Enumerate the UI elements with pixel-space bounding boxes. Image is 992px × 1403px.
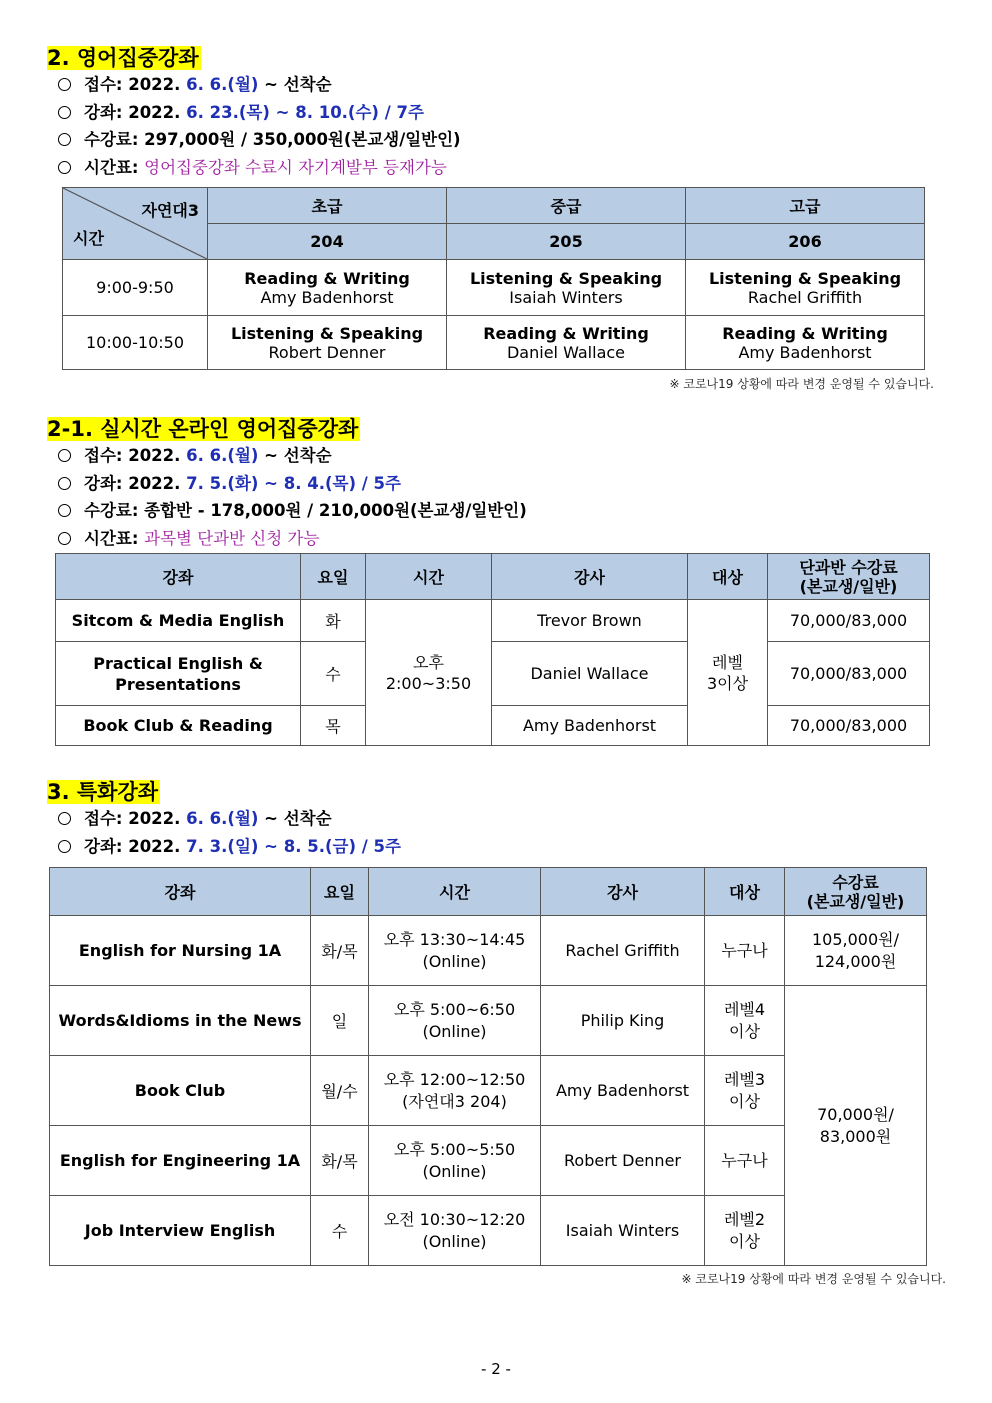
time-cell: 오전 10:30~12:20 (Online) [369,1196,541,1266]
fee-cell: 105,000원/ 124,000원 [785,916,927,986]
course-cell: Book Club [50,1056,311,1126]
course-name: Listening & Speaking [708,268,902,288]
room-header: 206 [686,224,925,260]
course-cell [208,260,447,316]
table-row [56,642,930,706]
day-cell: 화/목 [311,1126,369,1196]
table-row [63,260,925,316]
section-3-heading: 3. 특화강좌 [47,780,159,804]
bullet-registration: 접수: 2022. 6. 6.(월) ~ 선착순 [58,442,527,470]
target-cell: 누구나 [705,1126,785,1196]
circle-bullet-icon [58,840,71,853]
fee-cell: 70,000/83,000 [768,600,930,642]
teacher-cell: Isaiah Winters [541,1196,705,1266]
course-name: Listening & Speaking [230,323,424,343]
circle-bullet-icon [58,449,71,462]
header-fee: 수강료 (본교생/일반) [785,868,927,916]
circle-bullet-icon [58,477,71,490]
time-cell: 오후 13:30~14:45 (Online) [369,916,541,986]
teacher-cell: Rachel Griffith [541,916,705,986]
course-cell [208,316,447,370]
circle-bullet-icon [58,532,71,545]
target-cell: 레벨2 이상 [705,1196,785,1266]
day-cell: 수 [301,642,366,706]
bullet-registration: 접수: 2022. 6. 6.(월) ~ 선착순 [58,71,461,99]
section-3-bullets [58,805,401,860]
time-cell: 9:00-9:50 [63,260,208,316]
corner-building-label: 자연대3 [141,201,199,220]
header-day: 요일 [301,554,366,600]
level-header: 고급 [686,188,925,224]
teacher-name: Daniel Wallace [506,342,626,362]
day-cell: 월/수 [311,1056,369,1126]
time-cell: 오후 2:00~3:50 [366,600,492,746]
bullet-schedule: 시간표: 영어집중강좌 수료시 자기계발부 등재가능 [58,154,461,182]
circle-bullet-icon [58,161,71,174]
header-course: 강좌 [56,554,301,600]
section-2-heading: 2. 영어집중강좌 [47,46,199,70]
section-2-1-heading: 2-1. 실시간 온라인 영어집중강좌 [47,417,359,441]
teacher-cell: Trevor Brown [492,600,688,642]
teacher-cell: Amy Badenhorst [541,1056,705,1126]
bullet-fee: 수강료: 종합반 - 178,000원 / 210,000원(본교생/일반인) [58,497,527,525]
course-cell: English for Nursing 1A [50,916,311,986]
header-course: 강좌 [50,868,311,916]
course-cell: Words&Idioms in the News [50,986,311,1056]
circle-bullet-icon [58,133,71,146]
day-cell: 화/목 [311,916,369,986]
header-teacher: 강사 [492,554,688,600]
online-course-table [55,553,930,746]
level-header: 초급 [208,188,447,224]
header-time: 시간 [369,868,541,916]
table-row [50,916,927,986]
teacher-cell: Robert Denner [541,1126,705,1196]
course-cell: Practical English & Presentations [56,642,301,706]
course-name: Reading & Writing [244,268,410,288]
time-cell: 10:00-10:50 [63,316,208,370]
time-cell: 오후 5:00~5:50 (Online) [369,1126,541,1196]
corner-time-label: 시간 [73,229,104,248]
course-cell [686,260,925,316]
bullet-course-period: 강좌: 2022. 6. 23.(목) ~ 8. 10.(수) / 7주 [58,99,461,127]
time-cell: 오후 5:00~6:50 (Online) [369,986,541,1056]
special-course-table [49,867,927,1266]
section-2-1-bullets [58,442,527,552]
teacher-name: Isaiah Winters [509,287,623,307]
bullet-course-period: 강좌: 2022. 7. 5.(화) ~ 8. 4.(목) / 5주 [58,470,527,498]
circle-bullet-icon [58,106,71,119]
table-corner-cell [63,188,208,260]
teacher-cell: Daniel Wallace [492,642,688,706]
teacher-cell: Philip King [541,986,705,1056]
fee-cell: 70,000원/ 83,000원 [785,986,927,1266]
course-cell: Sitcom & Media English [56,600,301,642]
target-cell: 레벨 3이상 [688,600,768,746]
course-cell [686,316,925,370]
target-cell: 누구나 [705,916,785,986]
teacher-cell: Amy Badenhorst [492,706,688,746]
course-cell: Book Club & Reading [56,706,301,746]
day-cell: 수 [311,1196,369,1266]
header-teacher: 강사 [541,868,705,916]
room-header: 204 [208,224,447,260]
fee-cell: 70,000/83,000 [768,706,930,746]
course-cell [447,260,686,316]
fee-cell: 70,000/83,000 [768,642,930,706]
bullet-course-period: 강좌: 2022. 7. 3.(일) ~ 8. 5.(금) / 5주 [58,833,401,861]
table-row [63,316,925,370]
table-row [56,600,930,642]
day-cell: 목 [301,706,366,746]
day-cell: 일 [311,986,369,1056]
table-row [50,986,927,1056]
level-header: 중급 [447,188,686,224]
teacher-name: Robert Denner [268,342,386,362]
circle-bullet-icon [58,78,71,91]
covid-notice: ※ 코로나19 상황에 따라 변경 운영될 수 있습니다. [681,1272,946,1286]
bullet-fee: 수강료: 297,000원 / 350,000원(본교생/일반인) [58,126,461,154]
course-name: Reading & Writing [722,323,888,343]
circle-bullet-icon [58,812,71,825]
header-time: 시간 [366,554,492,600]
bullet-schedule: 시간표: 과목별 단과반 신청 가능 [58,525,527,553]
covid-notice: ※ 코로나19 상황에 따라 변경 운영될 수 있습니다. [669,377,934,391]
header-day: 요일 [311,868,369,916]
section-2-bullets [58,71,461,181]
course-cell: English for Engineering 1A [50,1126,311,1196]
target-cell: 레벨3 이상 [705,1056,785,1126]
teacher-name: Amy Badenhorst [260,287,394,307]
course-cell [447,316,686,370]
course-cell: Job Interview English [50,1196,311,1266]
room-header: 205 [447,224,686,260]
header-fee: 단과반 수강료 (본교생/일반) [768,554,930,600]
teacher-name: Amy Badenhorst [738,342,872,362]
bullet-registration: 접수: 2022. 6. 6.(월) ~ 선착순 [58,805,401,833]
circle-bullet-icon [58,504,71,517]
target-cell: 레벨4 이상 [705,986,785,1056]
intensive-course-table [62,187,925,370]
teacher-name: Rachel Griffith [747,287,863,307]
header-target: 대상 [688,554,768,600]
course-name: Listening & Speaking [469,268,663,288]
course-name: Reading & Writing [483,323,649,343]
page-number: - 2 - [481,1360,511,1378]
table-row [56,706,930,746]
day-cell: 화 [301,600,366,642]
header-target: 대상 [705,868,785,916]
time-cell: 오후 12:00~12:50 (자연대3 204) [369,1056,541,1126]
